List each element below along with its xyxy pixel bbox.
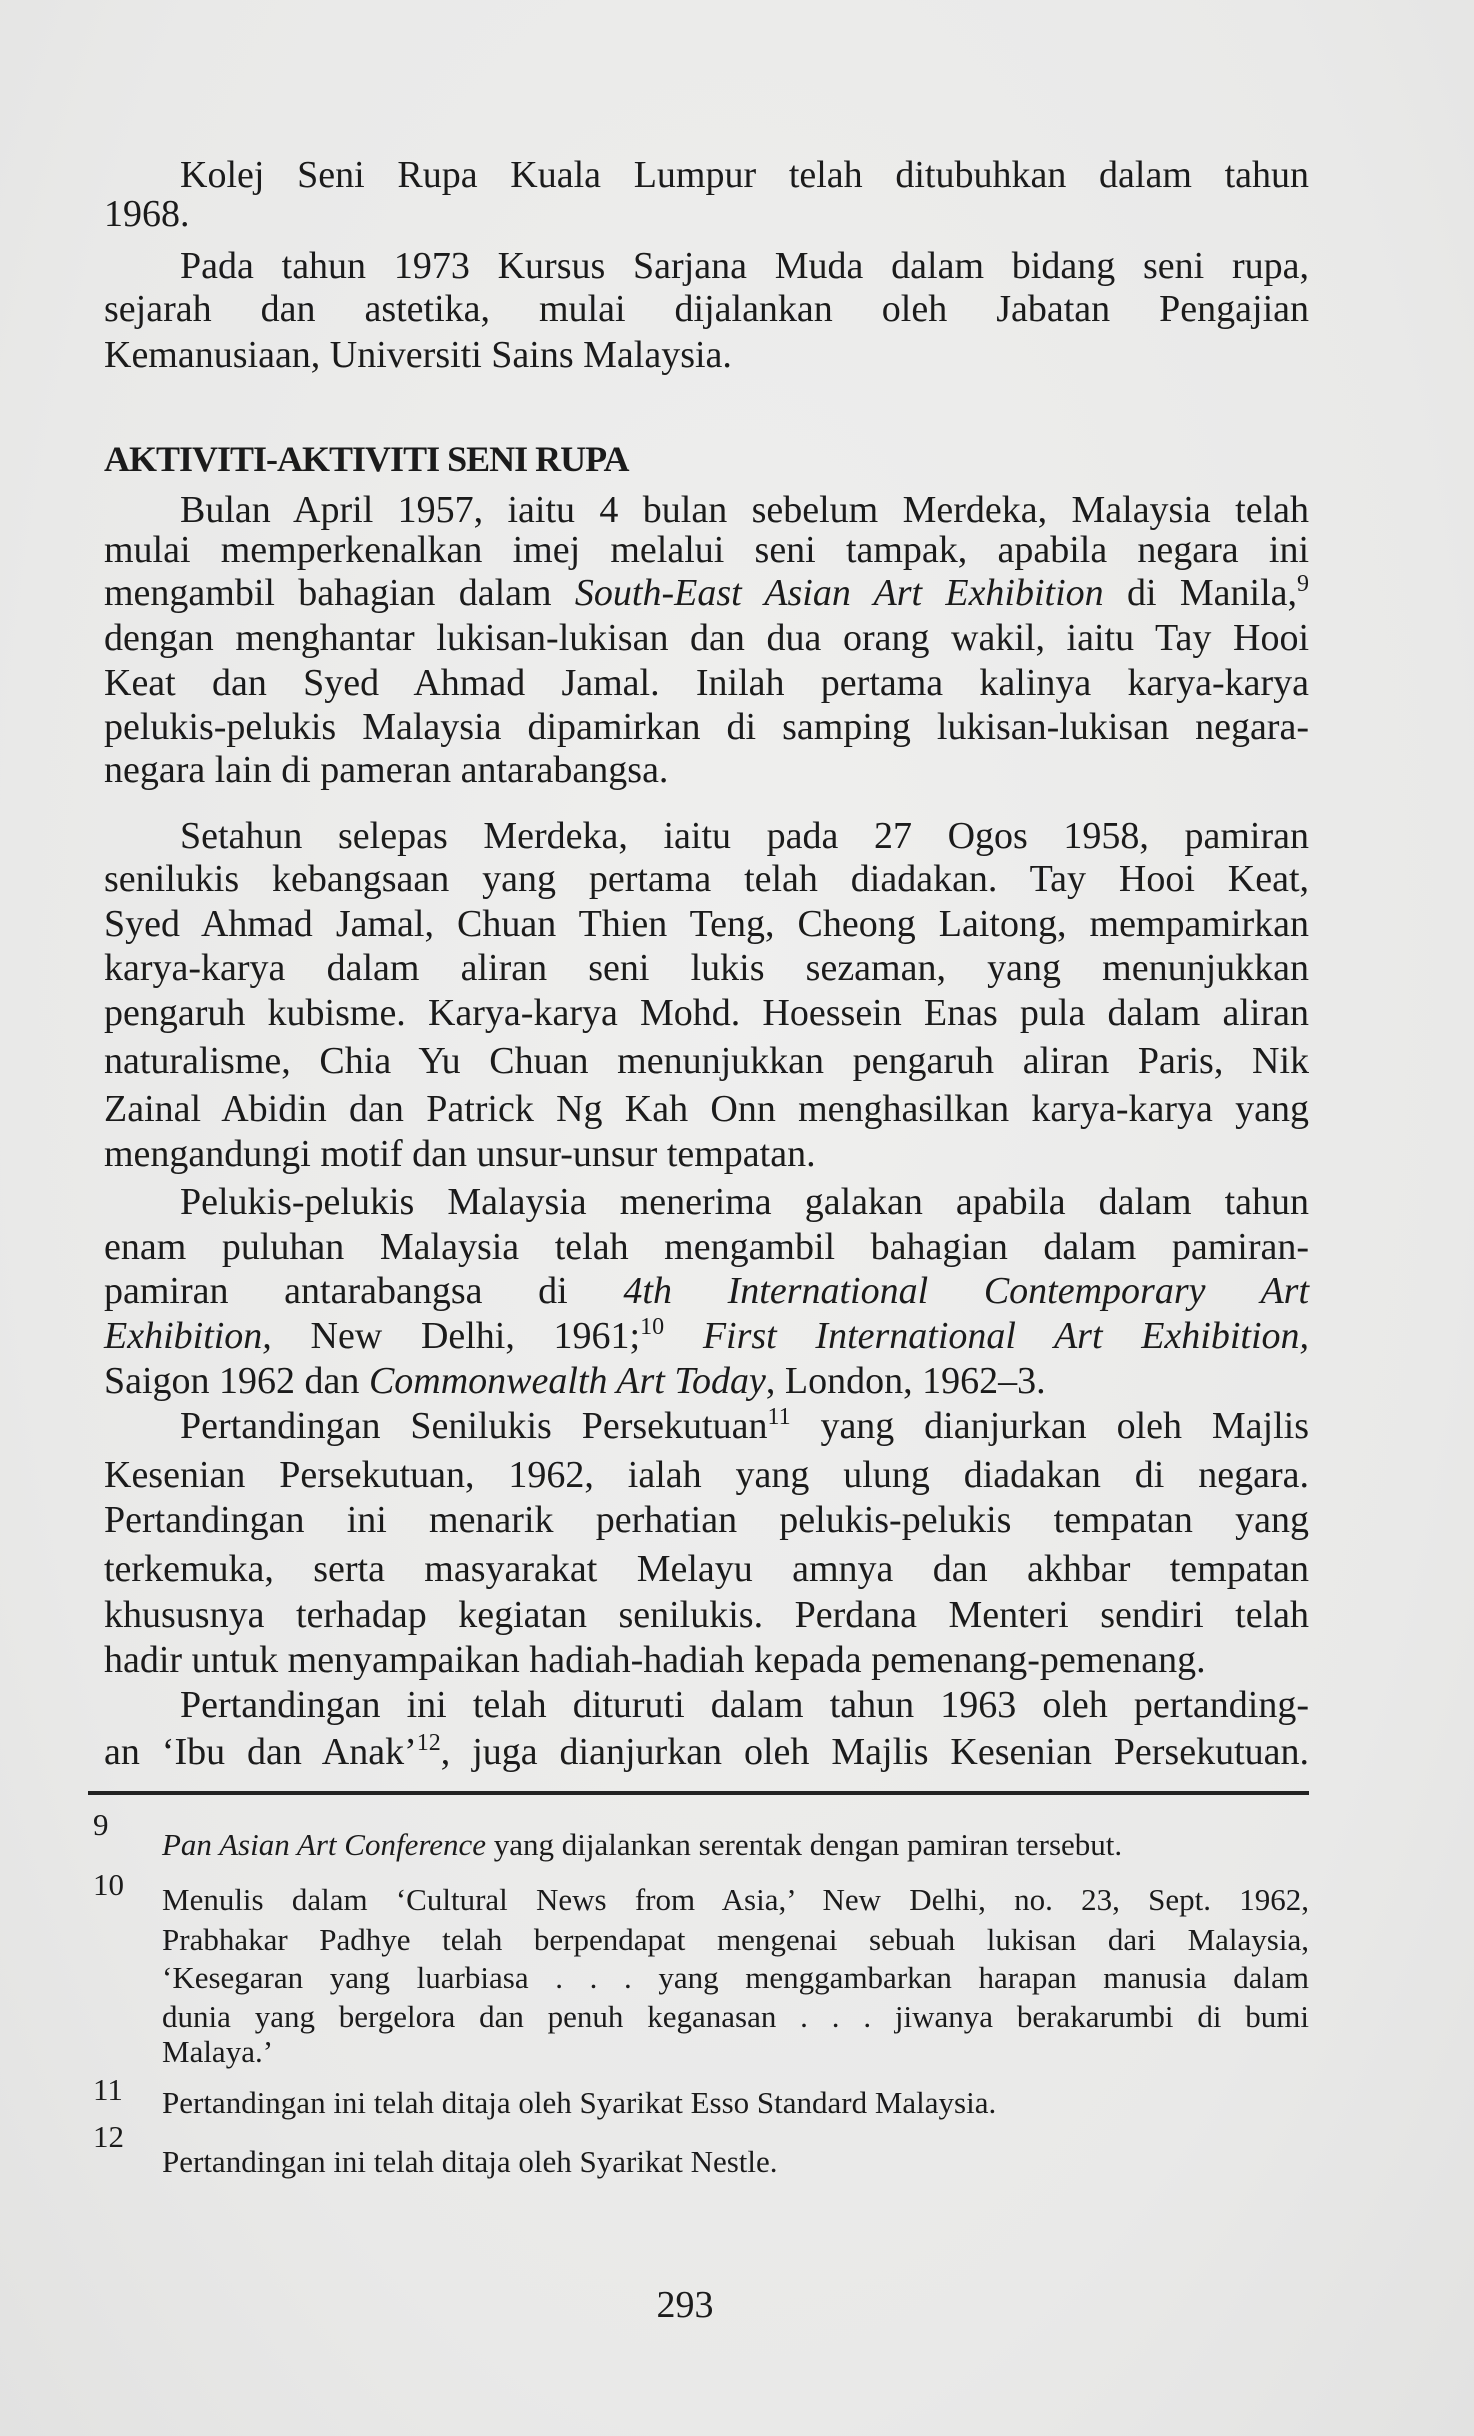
text-line bbox=[104, 290, 1309, 328]
text-run: Kesenian Persekutuan, 1962, ialah yang ulung diadakan di negara. bbox=[104, 1454, 1309, 1496]
text-run: pamiran antarabangsa di bbox=[104, 1270, 624, 1312]
text-line bbox=[104, 1550, 1309, 1588]
text-line bbox=[104, 1641, 1309, 1679]
text-run: Prabhakar Padhye telah berpendapat mengenai sebuah lukisan dari Malaysia, bbox=[162, 1922, 1309, 1957]
italic-title: Pan Asian Art Conference bbox=[162, 1827, 487, 1862]
text-line bbox=[180, 817, 1309, 855]
footnote-line bbox=[162, 1884, 1309, 1915]
footnote-line bbox=[162, 2036, 1309, 2067]
text-line bbox=[104, 1456, 1309, 1494]
text-run: ‘Kesegaran yang luarbiasa . . . yang menggambarkan harapan manusia dalam bbox=[162, 1960, 1309, 1995]
text-line bbox=[104, 751, 1309, 789]
text-run: enam puluhan Malaysia telah mengambil bahagian dalam pamiran- bbox=[104, 1226, 1309, 1268]
italic-title: South-East Asian Art Exhibition bbox=[574, 572, 1104, 614]
text-run: Pada tahun 1973 Kursus Sarjana Muda dalam bidang seni rupa, bbox=[180, 245, 1309, 287]
text-run: yang dianjurkan oleh Majlis bbox=[790, 1405, 1309, 1447]
text-run: , juga dianjurkan oleh Majlis Kesenian Persekutuan. bbox=[440, 1731, 1309, 1773]
footnote-divider bbox=[88, 1791, 1309, 1795]
text-run: Kemanusiaan, Universiti Sains Malaysia. bbox=[104, 334, 732, 376]
page-number: 293 bbox=[656, 2284, 714, 2326]
text-run: mulai memperkenalkan imej melalui seni tampak, apabila negara ini bbox=[104, 529, 1309, 571]
footnote-reference: 11 bbox=[767, 1404, 791, 1430]
text-run: mengandungi motif dan unsur-unsur tempatan. bbox=[104, 1133, 816, 1175]
text-run: sejarah dan astetika, mulai dijalankan oleh Jabatan Pengajian bbox=[104, 288, 1309, 330]
text-run: New Delhi, 1961; bbox=[271, 1315, 641, 1357]
text-run: negara lain di pameran antarabangsa. bbox=[104, 749, 669, 791]
text-run: Malaya.’ bbox=[162, 2034, 274, 2069]
text-run: senilukis kebangsaan yang pertama telah diadakan. Tay Hooi Keat, bbox=[104, 858, 1309, 900]
text-run: an ‘Ibu dan Anak’ bbox=[104, 1731, 417, 1773]
text-run: dunia yang bergelora dan penuh keganasan . . . jiwanya berakarumbi di bumi bbox=[162, 1999, 1309, 2034]
text-line bbox=[104, 1596, 1309, 1634]
text-run: Setahun selepas Merdeka, iaitu pada 27 Ogos 1958, pamiran bbox=[180, 815, 1309, 857]
italic-title: 4th International Contemporary Art bbox=[623, 1270, 1310, 1312]
text-line bbox=[104, 1090, 1309, 1128]
text-run: karya-karya dalam aliran seni lukis sezaman, yang menunjukkan bbox=[104, 947, 1309, 989]
text-run: pelukis-pelukis Malaysia dipamirkan di samping lukisan-lukisan negara- bbox=[104, 706, 1309, 748]
text-run bbox=[664, 1315, 703, 1357]
text-line bbox=[104, 1135, 1309, 1173]
text-run: 1968. bbox=[104, 193, 190, 235]
text-line bbox=[104, 1501, 1309, 1539]
text-line bbox=[180, 247, 1309, 285]
text-line bbox=[104, 1362, 1309, 1400]
text-line bbox=[104, 1314, 1310, 1357]
text-line bbox=[104, 994, 1309, 1032]
text-line bbox=[180, 156, 1309, 194]
text-run: Pertandingan ini telah ditaja oleh Syarikat Esso Standard Malaysia. bbox=[162, 2085, 997, 2120]
text-line bbox=[104, 195, 1309, 233]
footnote-line bbox=[162, 2001, 1309, 2032]
text-line bbox=[104, 905, 1309, 943]
text-line bbox=[104, 664, 1309, 702]
text-run: Pertandingan Senilukis Persekutuan bbox=[180, 1405, 768, 1447]
text-run: terkemuka, serta masyarakat Melayu amnya dan akhbar tempatan bbox=[104, 1548, 1309, 1590]
text-run: dengan menghantar lukisan-lukisan dan dua orang wakil, iaitu Tay Hooi bbox=[104, 617, 1309, 659]
text-run: Pelukis-pelukis Malaysia menerima galakan apabila dalam tahun bbox=[180, 1181, 1309, 1223]
text-line bbox=[104, 1272, 1309, 1310]
text-run: AKTIVITI-AKTIVITI SENI RUPA bbox=[104, 439, 629, 479]
text-line bbox=[104, 531, 1309, 569]
footnote-number: 11 bbox=[93, 2072, 123, 2107]
text-run: Zainal Abidin dan Patrick Ng Kah Onn menghasilkan karya-karya yang bbox=[104, 1088, 1309, 1130]
footnote-reference: 9 bbox=[1297, 571, 1309, 597]
text-run: Keat dan Syed Ahmad Jamal. Inilah pertama kalinya karya-karya bbox=[104, 662, 1309, 704]
text-line bbox=[180, 1686, 1309, 1724]
footnote-line bbox=[162, 1829, 1309, 1860]
text-run: naturalisme, Chia Yu Chuan menunjukkan pengaruh aliran Paris, Nik bbox=[104, 1040, 1309, 1082]
italic-title: Commonwealth Art Today bbox=[368, 1360, 766, 1402]
text-line bbox=[104, 1730, 1309, 1773]
text-line bbox=[104, 1042, 1309, 1080]
text-run: Pertandingan ini telah ditaja oleh Syarikat Nestle. bbox=[162, 2144, 778, 2179]
text-run: hadir untuk menyampaikan hadiah-hadiah kepada pemenang-pemenang. bbox=[104, 1639, 1206, 1681]
italic-title: Exhibition, bbox=[104, 1315, 272, 1357]
footnote-reference: 10 bbox=[640, 1314, 665, 1340]
footnote-reference: 12 bbox=[416, 1730, 441, 1756]
italic-title: First International Art Exhibition, bbox=[702, 1315, 1310, 1357]
text-run: pengaruh kubisme. Karya-karya Mohd. Hoessein Enas pula dalam aliran bbox=[104, 992, 1309, 1034]
text-run: khususnya terhadap kegiatan senilukis. Perdana Menteri sendiri telah bbox=[104, 1594, 1309, 1636]
footnote-number: 10 bbox=[93, 1867, 124, 1902]
footnote-line bbox=[162, 1924, 1309, 1955]
text-run: Menulis dalam ‘Cultural News from Asia,’ New Delhi, no. 23, Sept. 1962, bbox=[162, 1882, 1309, 1917]
text-line bbox=[104, 860, 1309, 898]
footnote-line bbox=[162, 2146, 1309, 2177]
text-run: di Manila, bbox=[1103, 572, 1297, 614]
text-line bbox=[180, 1183, 1309, 1221]
footnote-number: 9 bbox=[93, 1807, 109, 1842]
text-line bbox=[104, 619, 1309, 657]
text-run: yang dijalankan serentak dengan pamiran tersebut. bbox=[486, 1827, 1123, 1862]
text-line bbox=[104, 571, 1309, 614]
text-run: Bulan April 1957, iaitu 4 bulan sebelum Merdeka, Malaysia telah bbox=[180, 489, 1309, 531]
text-line bbox=[180, 491, 1309, 529]
text-run: Syed Ahmad Jamal, Chuan Thien Teng, Cheong Laitong, mempamirkan bbox=[104, 903, 1309, 945]
footnote-number: 12 bbox=[93, 2119, 124, 2154]
text-run: Pertandingan ini menarik perhatian pelukis-pelukis tempatan yang bbox=[104, 1499, 1309, 1541]
text-run: Kolej Seni Rupa Kuala Lumpur telah ditubuhkan dalam tahun bbox=[180, 154, 1309, 196]
footnote-line bbox=[162, 2087, 1309, 2118]
section-heading bbox=[104, 440, 1309, 478]
text-run: , London, 1962–3. bbox=[765, 1360, 1046, 1402]
text-run: mengambil bahagian dalam bbox=[104, 572, 575, 614]
text-run: Pertandingan ini telah dituruti dalam tahun 1963 oleh pertanding- bbox=[180, 1684, 1309, 1726]
text-line bbox=[104, 949, 1309, 987]
text-line bbox=[180, 1404, 1309, 1447]
text-line bbox=[104, 336, 1309, 374]
text-run: Saigon 1962 dan bbox=[104, 1360, 369, 1402]
footnote-line bbox=[162, 1962, 1309, 1993]
text-line bbox=[104, 708, 1309, 746]
text-line bbox=[104, 1228, 1309, 1266]
